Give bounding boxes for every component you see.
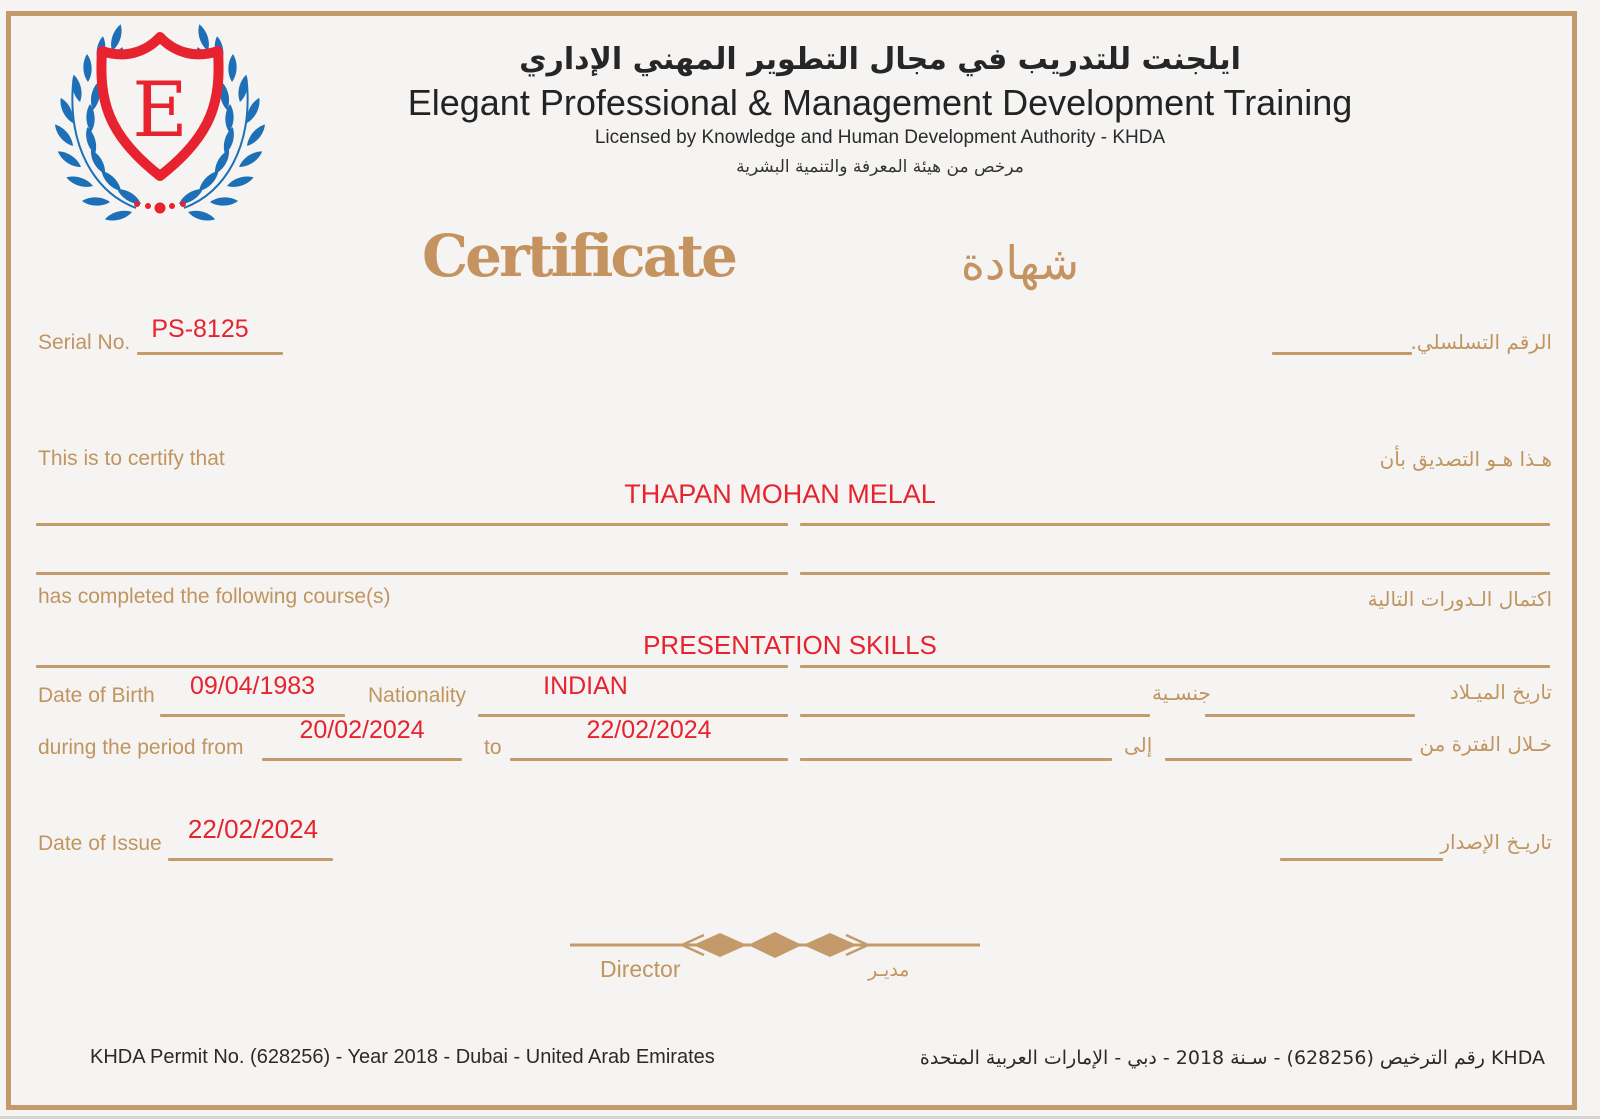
name-rule2-left [36, 572, 788, 575]
period-label: during the period from [38, 736, 244, 759]
period-rule-right-short [1165, 758, 1412, 761]
footer-permit-en: KHDA Permit No. (628256) - Year 2018 - Dubai - United Arab Emirates [90, 1046, 715, 1068]
org-name-english: Elegant Professional & Management Development Training [407, 82, 1353, 123]
org-name-arabic: ايلجنت للتدريب في مجال التطوير المهني الإداري [519, 42, 1241, 77]
certificate-title: Certificate [422, 222, 736, 290]
dob-label: Date of Birth [38, 684, 155, 707]
course-rule-left [36, 665, 788, 668]
license-line-arabic: مرخص من هيئة المعرفة والتنمية البشرية [736, 157, 1024, 177]
period-from-value: 20/02/2024 [299, 716, 425, 744]
serial-value: PS-8125 [151, 315, 249, 343]
course-rule-right [800, 665, 1550, 668]
certify-label-arabic: هـذا هـو التصديق بأن [1379, 447, 1552, 471]
issue-rule-right [1280, 858, 1443, 861]
serial-label-arabic: الرقم التسلسلي. [1410, 330, 1552, 354]
period-to-label-arabic: إلى [1124, 733, 1153, 757]
dob-rule-right-short [1205, 714, 1415, 717]
period-rule-right-long [800, 758, 1112, 761]
logo-dots-icon [134, 201, 186, 214]
serial-label: Serial No. [38, 331, 131, 354]
period-to-rule [510, 758, 788, 761]
dob-label-arabic: تاريخ الميـلاد [1449, 680, 1552, 704]
name-rule2-right [800, 572, 1550, 575]
issue-value: 22/02/2024 [187, 814, 319, 844]
footer-permit-ar: KHDA رقم الترخيص (628256) - سـنة 2018 - دبي - الإمارات العربية المتحدة [919, 1047, 1545, 1069]
serial-rule-right [1272, 352, 1412, 355]
issue-rule [168, 858, 333, 861]
name-rule-right [800, 523, 1550, 526]
logo-letter: E [132, 65, 188, 154]
period-to-label: to [484, 736, 502, 759]
certificate-title-arabic: شهادة [960, 236, 1080, 290]
nationality-label-arabic: جنسـية [1152, 681, 1211, 705]
name-rule-left [36, 523, 788, 526]
period-from-rule [262, 758, 462, 761]
course-name: PRESENTATION SKILLS [643, 630, 937, 660]
director-label: Director [600, 956, 681, 982]
dob-value: 09/04/1983 [189, 672, 316, 700]
issue-label-arabic: تاريـخ الإصدار [1440, 830, 1552, 854]
nationality-value: INDIAN [543, 672, 628, 700]
serial-rule [137, 352, 283, 355]
license-line-english: Licensed by Knowledge and Human Development Authority - KHDA [594, 127, 1166, 148]
recipient-name: THAPAN MOHAN MELAL [624, 479, 936, 509]
issue-label: Date of Issue [38, 832, 162, 855]
nationality-label: Nationality [368, 684, 467, 707]
period-label-arabic: خـلال الفترة من [1419, 732, 1552, 756]
dob-rule-right-long [800, 714, 1150, 717]
certificate-header [330, 40, 1430, 177]
period-to-value: 22/02/2024 [586, 716, 712, 744]
logo-emblem-icon [40, 24, 280, 224]
course-label-arabic: اكتمال الـدورات التالية [1367, 587, 1552, 611]
director-label-arabic: مديـر [868, 959, 910, 981]
course-label: has completed the following course(s) [38, 585, 391, 608]
certify-label: This is to certify that [38, 447, 225, 470]
